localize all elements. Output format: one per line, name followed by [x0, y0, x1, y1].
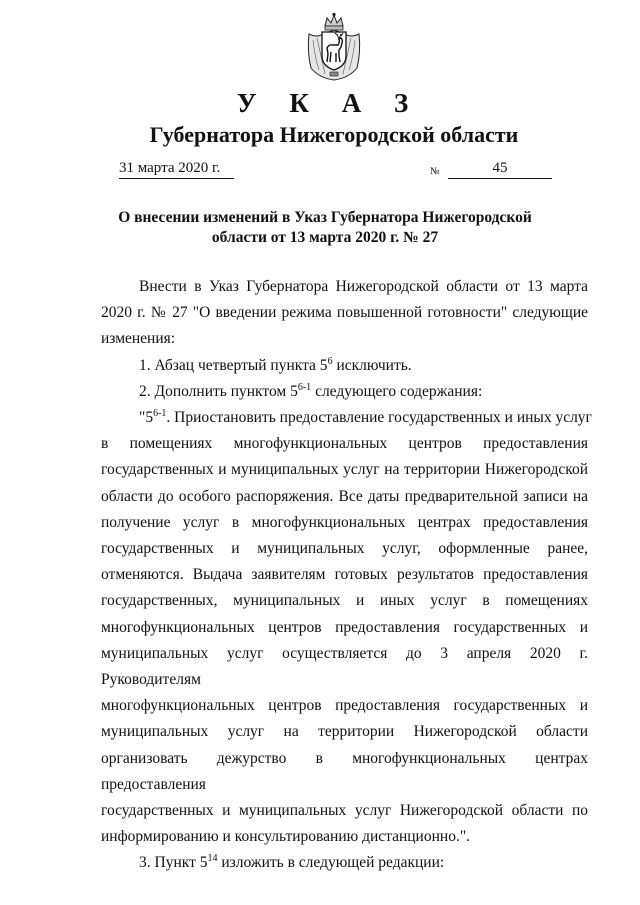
item-text: следующего содержания: [311, 382, 483, 400]
quote-line: информированию и консультированию дистанционно.". [101, 828, 471, 846]
item-text: изложить в следующей редакции: [217, 854, 445, 872]
quote-line: государственных и муниципальных услуг Нижегородской области по [101, 802, 588, 820]
quote-line: муниципальных услуг осуществляется до 3 апреля 2020 г. Руководителям [101, 644, 588, 689]
document-issuer: Губернатора Нижегородской области [149, 122, 519, 147]
quote-line: муниципальных услуг на территории Нижегородской области [101, 723, 588, 741]
number-label: № [430, 166, 440, 177]
quote-line: многофункциональных центров предоставления государственных и [101, 697, 588, 715]
quote-line: отменяются. Выдача заявителям готовых результатов предоставления [101, 566, 588, 584]
document-number: 45 [448, 160, 552, 179]
item-text: 1. Абзац четвертый пункта 5 [139, 356, 328, 374]
item-text: 2. Дополнить пунктом 5 [139, 382, 298, 400]
document-title: У К А З [236, 88, 422, 118]
subject-line: О внесении изменений в Указ Губернатора Нижегородской [118, 209, 532, 226]
quote-line: государственных и муниципальных услуг на территории Нижегородской [101, 461, 588, 479]
superscript: 6 [327, 355, 333, 367]
list-item-2 [101, 379, 588, 405]
body-line: изменения: [101, 330, 176, 348]
list-item-3 [101, 850, 588, 876]
item-text: 3. Пункт 5 [139, 854, 208, 872]
quote-line [101, 405, 592, 431]
quote-line: государственных и муниципальных услуг, оформленные ранее, [101, 540, 588, 558]
quote-line: организовать дежурство в многофункциональных центрах предоставления [101, 749, 588, 793]
list-item-1 [101, 353, 588, 379]
document-body [101, 274, 592, 877]
body-line: Внести в Указ Губернатора Нижегородской области от 13 марта [139, 278, 588, 295]
nizhny-novgorod-coat-of-arms-icon [305, 12, 363, 82]
superscript: 6-1 [297, 381, 312, 393]
quote-line: многофункциональных центров предоставления государственных и [101, 618, 588, 636]
document-date: 31 марта 2020 г. [119, 160, 234, 179]
document-subject [0, 208, 640, 248]
quote-line: области до особого распоряжения. Все даты предварительной записи на [101, 487, 588, 505]
quote-line: государственных, муниципальных и иных услуг в помещениях [101, 592, 588, 610]
quote-line: получение услуг в многофункциональных центрах предоставления [101, 513, 588, 531]
superscript: 6-1 [153, 408, 167, 420]
quote-text: . Приостановить предоставление государственных и иных услуг [166, 409, 592, 427]
superscript: 14 [207, 853, 218, 865]
quote-text: "5 [139, 409, 154, 427]
quote-line: в помещениях многофункциональных центров предоставления [101, 435, 588, 453]
subject-line: области от 13 марта 2020 г. № 27 [211, 229, 439, 246]
body-line: 2020 г. № 27 "О введении режима повышенной готовности" следующие [101, 304, 588, 322]
item-text: исключить. [332, 356, 412, 374]
